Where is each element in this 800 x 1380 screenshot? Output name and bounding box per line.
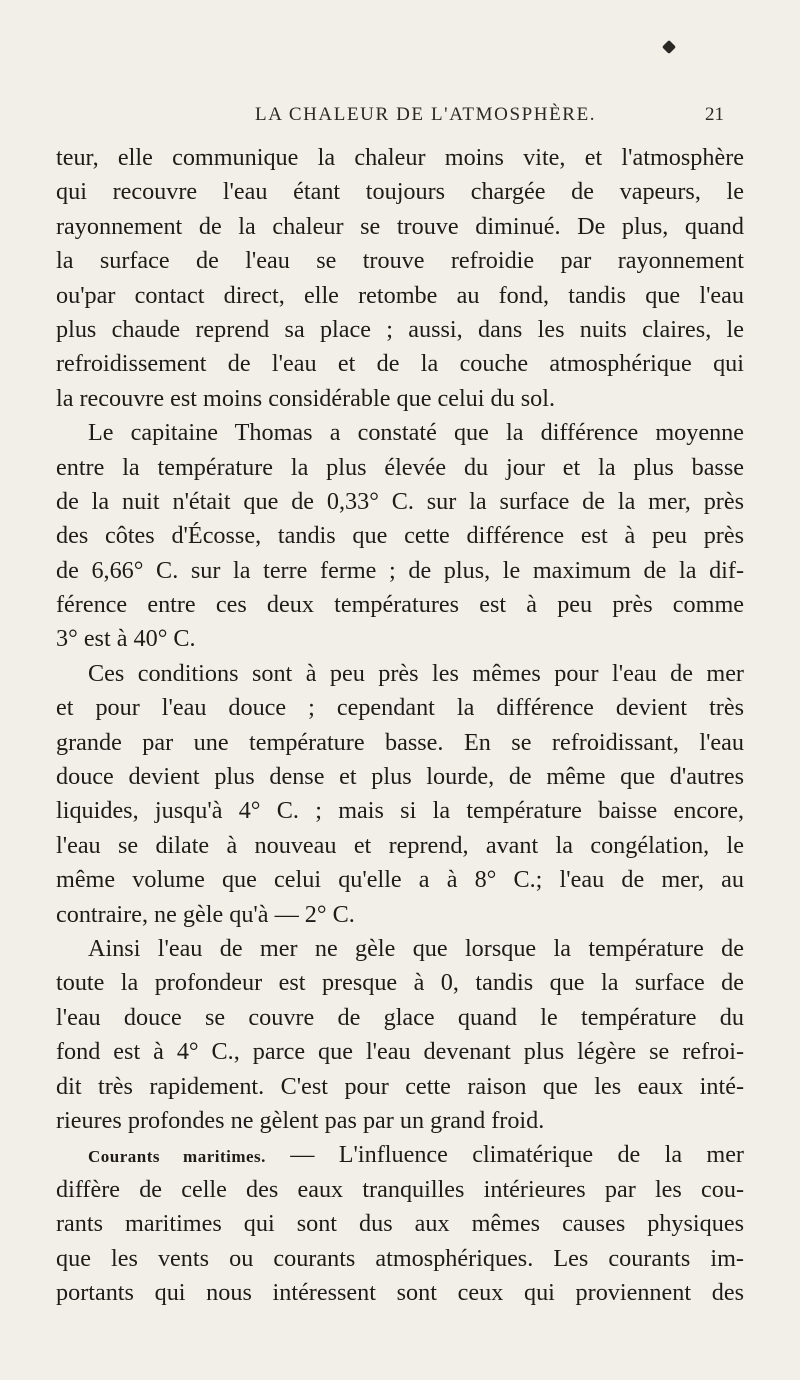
text-line: l'eau se dilate à nouveau et reprend, avant la congélation, le [56,831,744,859]
text-line: grande par une température basse. En se refroidissant, l'eau [56,728,744,756]
text-line: refroidissement de l'eau et de la couche atmosphérique qui [56,350,744,378]
text-line: liquides, jusqu'à 4° C. ; mais si la température baisse encore, [56,797,744,825]
text-line: plus chaude reprend sa place ; aussi, dans les nuits claires, le [56,315,744,343]
paragraph-end-line: 3° est à 40° C. [56,625,196,653]
section-lead-text: — L'influence climatérique de la mer [265,1141,744,1169]
text-line: teur, elle communique la chaleur moins vite, et l'atmosphère [56,144,744,171]
text-line: fond est à 4° C., parce que l'eau devenant plus légère se refroi- [56,1038,744,1066]
text-line: de la nuit n'était que de 0,33° C. sur la surface de la mer, près [56,487,744,515]
text-line: diffère de celle des eaux tranquilles intérieures par les cou- [56,1175,744,1203]
body-text [56,141,744,1310]
text-line: entre la température la plus élevée du jour et la plus basse [56,453,744,481]
section-heading: Courants maritimes. [88,1147,266,1167]
text-line: de 6,66° C. sur la terre ferme ; de plus, le maximum de la dif- [56,556,744,584]
text-line: rayonnement de la chaleur se trouve diminué. De plus, quand [56,212,744,240]
text-line: ou'par contact direct, elle retombe au fond, tandis que l'eau [56,281,744,309]
page-number: 21 [705,104,724,125]
text-line: qui recouvre l'eau étant toujours chargée de vapeurs, le [56,178,744,206]
text-line: des côtes d'Écosse, tandis que cette différence est à peu près [56,522,744,550]
text-line: la surface de l'eau se trouve refroidie par rayonnement [56,247,744,275]
text-line: férence entre ces deux températures est à peu près comme [56,591,744,619]
paragraph-start-line: Ainsi l'eau de mer ne gèle que lorsque la température de [88,934,744,962]
text-line: l'eau douce se couvre de glace quand le température du [56,1003,744,1031]
paragraph-end-line: la recouvre est moins considérable que celui du sol. [56,384,556,412]
print-mark [662,40,676,54]
text-line: portants qui nous intéressent sont ceux qui proviennent des [56,1278,744,1306]
paragraph-start-line: Le capitaine Thomas a constaté que la différence moyenne [88,419,744,447]
text-line: que les vents ou courants atmosphériques. Les courants im- [56,1244,744,1272]
section-first-line [56,1138,744,1172]
text-line: douce devient plus dense et plus lourde, de même que d'autres [56,763,744,791]
text-line: même volume que celui qu'elle a à 8° C.; l'eau de mer, au [56,866,744,894]
text-line: dit très rapidement. C'est pour cette raison que les eaux inté- [56,1072,744,1100]
text-line: toute la profondeur est presque à 0, tandis que la surface de [56,969,744,997]
paragraph-start-line: Ces conditions sont à peu près les mêmes pour l'eau de mer [88,659,744,687]
paragraph-end-line: contraire, ne gèle qu'à — 2° C. [56,900,355,928]
text-line: rants maritimes qui sont dus aux mêmes causes physiques [56,1210,744,1238]
running-head [0,104,800,134]
paragraph-end-line: rieures profondes ne gèlent pas par un grand froid. [56,1106,545,1134]
running-head-title: LA CHALEUR DE L'ATMOSPHÈRE. [255,104,597,125]
text-line: et pour l'eau douce ; cependant la différence devient très [56,694,744,722]
